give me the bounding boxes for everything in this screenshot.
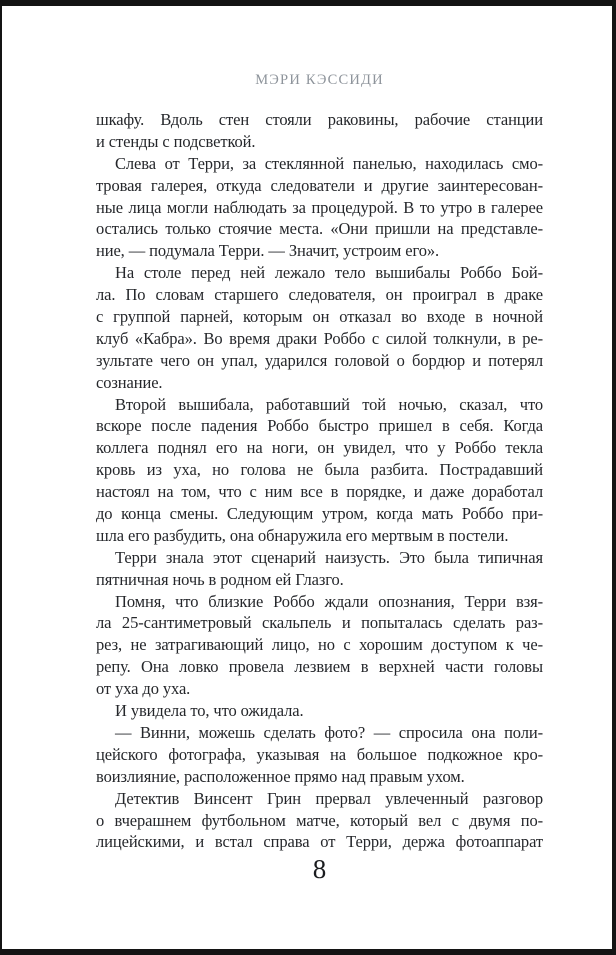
text-line: пятничная ночь в родном ей Глазго. <box>96 569 344 589</box>
text-line: ла. По словам старшего следователя, он проиграл в драке <box>96 285 543 305</box>
text-line: Терри знала этот сценарий наизусть. Это была типичная <box>115 547 543 567</box>
text-line: Второй вышибала, работавший той ночью, сказал, что <box>115 394 543 414</box>
text-line: о вчерашнем футбольном матче, который вел с двумя по- <box>96 810 543 830</box>
text-line: репу. Она ловко провела лезвием в верхней части головы <box>96 657 543 677</box>
text-line: И увидела то, что ожидала. <box>115 701 304 721</box>
text-line: Детектив Винсент Грин прервал увлеченный разговор <box>115 788 543 808</box>
text-line: шкафу. Вдоль стен стояли раковины, рабочие станции <box>96 110 543 129</box>
paragraph <box>96 547 543 591</box>
text-line: до конца смены. Следующим утром, когда мать Роббо при- <box>96 504 543 524</box>
text-line: рез, не затрагивающий лицо, но с хорошим доступом к че- <box>96 635 543 655</box>
paragraph <box>96 788 543 854</box>
text-line: тровая галерея, откуда следователи и другие заинтересован- <box>96 175 543 195</box>
text-line: сознание. <box>96 372 163 392</box>
text-line: Помня, что близкие Роббо ждали опознания, Терри взя- <box>115 591 543 611</box>
text-line: с группой парней, которым он отказал во входе в ночной <box>96 307 543 327</box>
text-line: коллега поднял его на ноги, он увидел, что у Роббо текла <box>96 438 543 458</box>
text-line: настоял на том, что с ним все в порядке, и даже доработал <box>96 482 543 502</box>
paragraph <box>96 109 543 153</box>
text-line: остались только стоячие места. «Они пришли на представле- <box>96 219 543 239</box>
paragraph <box>96 722 543 788</box>
text-line: вскоре после падения Роббо быстро пришел в себя. Когда <box>96 416 543 436</box>
page-number: 8 <box>312 854 327 884</box>
text-line: клуб «Кабра». Во время драки Роббо с силой толкнули, в ре- <box>96 328 543 348</box>
running-header-author: МЭРИ КЭССИДИ <box>255 72 384 88</box>
text-line: кровь из уха, но голова не была разбита. Пострадавший <box>96 460 543 480</box>
text-line: ные лица могли наблюдать за процедурой. В то утро в галерее <box>96 197 543 217</box>
text-line: На столе перед ней лежало тело вышибалы Роббо Бой- <box>115 263 543 283</box>
text-line: — Винни, можешь сделать фото? — спросила она поли- <box>115 722 543 742</box>
text-line: зультате чего он упал, ударился головой о бордюр и потерял <box>96 350 543 370</box>
text-line: воизлияние, расположенное прямо над правым ухом. <box>96 766 465 786</box>
paragraph <box>96 394 543 547</box>
text-line: ние, — подумала Терри. — Значит, устроим его». <box>96 241 440 261</box>
text-line: и стенды с подсветкой. <box>96 131 256 151</box>
page-text-body <box>96 109 543 853</box>
text-line: шла его разбудить, она обнаружила его мертвым в постели. <box>96 525 509 545</box>
paragraph <box>96 262 543 393</box>
text-line: ла 25-сантиметровый скальпель и попыталась сделать раз- <box>96 613 543 633</box>
paragraph <box>96 591 543 700</box>
text-line: лицейскими, и встал справа от Терри, держа фотоаппарат <box>96 832 543 852</box>
paragraph <box>96 153 543 262</box>
text-line: цейского фотографа, указывая на большое подкожное кро- <box>96 744 543 764</box>
text-line: от уха до уха. <box>96 679 191 699</box>
text-line: Слева от Терри, за стеклянной панелью, находилась смо- <box>115 153 543 173</box>
paragraph <box>96 700 543 722</box>
book-page <box>2 6 612 949</box>
